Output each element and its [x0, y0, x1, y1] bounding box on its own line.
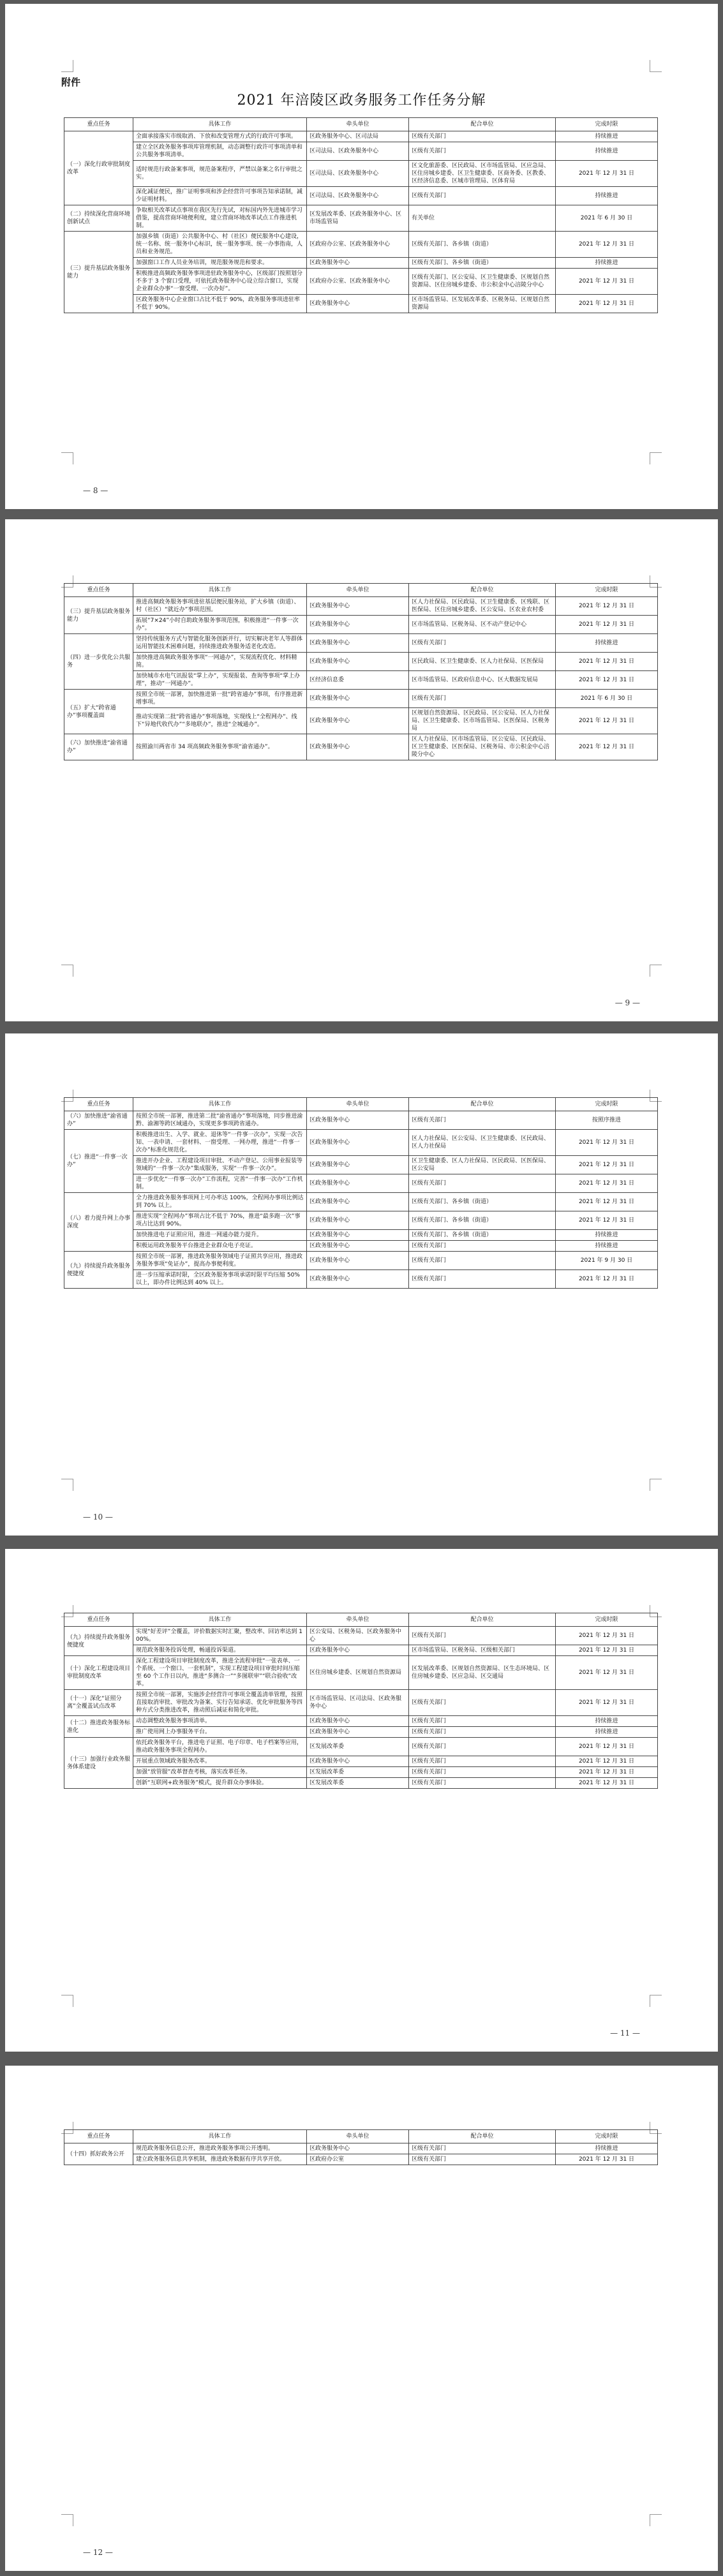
column-header: 牵头单位: [307, 1613, 409, 1627]
coop-unit-cell: 区级有关部门: [409, 1778, 556, 1789]
table-header-row: [64, 1098, 658, 1111]
table-row: [64, 1767, 658, 1778]
work-cell: 推动实现第二批“跨省通办”事项落地，实现线上“全程网办”、线下“异地代收代办”“多地联办”，推进“全城通办”。: [133, 708, 307, 734]
table-row: [64, 1756, 658, 1767]
lead-unit-cell: 区住房城乡建委、区规划自然资源局: [307, 1656, 409, 1690]
work-cell: 按照全市统一部署，实施涉企经营许可事项全覆盖清单管理，按照直接取消审批、审批改为备案、实行告知承诺、优化审批服务等四种方式分类推进改革，推动照后减证和简化审批。: [133, 1690, 307, 1716]
task-cell: （六）加快推进“渝省通办”: [64, 734, 133, 760]
work-cell: 区政务服务中心企业窗口占比不低于 90%，政务服务事项进驻率不低于 90%。: [133, 295, 307, 313]
coop-unit-cell: 区级有关部门: [409, 1727, 556, 1738]
lead-unit-cell: 区政务服务中心: [307, 734, 409, 760]
column-header: 配合单位: [409, 1613, 556, 1627]
lead-unit-cell: 区政务服务中心: [307, 708, 409, 734]
task-cell: （三）提升基层政务服务能力: [64, 232, 133, 313]
work-cell: 按照全市统一部署，推进第二批“渝省通办”事项落地，同步推进渝黔、渝湘等跨区域通办，实现更多事项跨省通办。: [133, 1111, 307, 1130]
work-cell: 动态调整政务服务事项清单。: [133, 1716, 307, 1727]
lead-unit-cell: 区司法局、区政务服务中心: [307, 161, 409, 187]
task-cell: （十）深化工程建设项目审批制度改革: [64, 1656, 133, 1690]
deadline-cell: 2021 年 12 月 31 日: [556, 708, 658, 734]
table-row: [64, 1130, 658, 1156]
table-row: [64, 1211, 658, 1230]
page-number: — 11 —: [610, 2029, 640, 2038]
work-cell: 深化减证便民，推广证明事项和涉企经营许可事项告知承诺制，减少证明材料。: [133, 187, 307, 205]
column-header: 重点任务: [64, 1613, 133, 1627]
deadline-cell: 2021 年 12 月 31 日: [556, 1130, 658, 1156]
crop-mark: [650, 1479, 662, 1491]
coop-unit-cell: 区级有关部门: [409, 690, 556, 708]
page-number: — 9 —: [615, 998, 640, 1007]
table-row: [64, 1645, 658, 1656]
work-cell: 拓展“7×24”小时自助政务服务事项范围，积极推进“一件事一次办”。: [133, 616, 307, 634]
coop-unit-cell: 区级有关部门: [409, 634, 556, 653]
coop-unit-cell: 区级有关部门: [409, 2154, 556, 2165]
work-cell: 深化工程建设项目审批制度改革，推进全流程审批“一张表单、一个系统、一个窗口、一套机制”，实现工程建设项目审批时间压缩至 60 个工作日以内，推进“多测合一”“多图联审”“联合验收”改革。: [133, 1656, 307, 1690]
lead-unit-cell: 区政务服务中心: [307, 634, 409, 653]
table-row: [64, 1716, 658, 1727]
lead-unit-cell: 区政务服务中心: [307, 616, 409, 634]
coop-unit-cell: 区级有关部门: [409, 1738, 556, 1756]
work-cell: 适时规范行政备案事项，规范备案程序，严禁以备案之名行审批之实。: [133, 161, 307, 187]
deadline-cell: 持续推进: [556, 1241, 658, 1252]
lead-unit-cell: 区政务服务中心: [307, 1241, 409, 1252]
column-header: 完成时限: [556, 584, 658, 597]
work-cell: 全力推进政务服务事项网上可办率达 100%，全程网办事项比例达到 70% 以上。: [133, 1193, 307, 1211]
deadline-cell: 2021 年 12 月 31 日: [556, 1656, 658, 1690]
work-cell: 进一步压缩承诺时限，全区政务服务事项承诺时限平均压缩 50% 以上，即办件比例达到 40% 以上。: [133, 1270, 307, 1289]
deadline-cell: 2021 年 12 月 31 日: [556, 1778, 658, 1789]
work-cell: 积极推进高频政务服务事项进驻政务服务中心，区级部门按照划分不多于 3 个窗口受理，可依托政务服务中心设立综合窗口，实现企业群众办事“一窗受理、一次办好”。: [133, 269, 307, 295]
table-row: [64, 295, 658, 313]
crop-mark: [61, 965, 73, 977]
deadline-cell: 持续推进: [556, 2143, 658, 2154]
table-row: [64, 671, 658, 690]
column-header: 牵头单位: [307, 118, 409, 131]
coop-unit-cell: 区发展改革委、区规划自然资源局、区生态环境局、区住房城乡建委、区应急局、区交通局: [409, 1656, 556, 1690]
column-header: 完成时限: [556, 1098, 658, 1111]
deadline-cell: 2021 年 12 月 31 日: [556, 1645, 658, 1656]
coop-unit-cell: 区级有关部门、区公安局、区卫生健康委、区规划自然资源局、区住房城乡建委、市公积金中心涪陵分中心: [409, 269, 556, 295]
table-row: [64, 2154, 658, 2165]
deadline-cell: 持续推进: [556, 634, 658, 653]
crop-mark: [650, 452, 662, 464]
deadline-cell: 2021 年 9 月 30 日: [556, 1252, 658, 1270]
lead-unit-cell: 区政府办公室、区政务服务中心: [307, 269, 409, 295]
table-header-row: [64, 584, 658, 597]
deadline-cell: 2021 年 12 月 31 日: [556, 1690, 658, 1716]
lead-unit-cell: 区司法局、区政务服务中心: [307, 142, 409, 161]
crop-mark: [650, 965, 662, 977]
task-cell: （一）深化行政审批制度改革: [64, 131, 133, 205]
deadline-cell: 2021 年 12 月 31 日: [556, 1627, 658, 1645]
deadline-cell: 2021 年 12 月 31 日: [556, 295, 658, 313]
column-header: 具体工作: [133, 118, 307, 131]
lead-unit-cell: 区政府办公室: [307, 2154, 409, 2165]
work-cell: 加快推进电子证照应用，推进一网通办能力提升。: [133, 1230, 307, 1241]
column-header: 完成时限: [556, 118, 658, 131]
work-cell: 坚持传统服务方式与智能化服务创新并行，切实解决老年人等群体运用智能技术困难问题，持续推进政务服务适老化改造。: [133, 634, 307, 653]
lead-unit-cell: 区政务服务中心: [307, 1270, 409, 1289]
deadline-cell: 2021 年 12 月 31 日: [556, 269, 658, 295]
column-header: 具体工作: [133, 2130, 307, 2143]
deadline-cell: 2021 年 12 月 31 日: [556, 597, 658, 616]
document-page: [5, 4, 718, 509]
work-cell: 建立全区政务服务事项库管理机制，动态调整行政许可事项清单和公共服务事项清单。: [133, 142, 307, 161]
deadline-cell: 持续推进: [556, 1230, 658, 1241]
coop-unit-cell: 区级有关部门: [409, 187, 556, 205]
task-cell: （四）进一步优化公共服务: [64, 634, 133, 690]
crop-mark: [61, 1479, 73, 1491]
deadline-cell: 2021 年 12 月 31 日: [556, 616, 658, 634]
lead-unit-cell: 区政务服务中心: [307, 1111, 409, 1130]
deadline-cell: 2021 年 12 月 31 日: [556, 1270, 658, 1289]
deadline-cell: 2021 年 12 月 31 日: [556, 1738, 658, 1756]
table-row: [64, 1193, 658, 1211]
coop-unit-cell: 区级有关部门: [409, 1270, 556, 1289]
coop-unit-cell: 区民政局、区卫生健康委、区人力社保局、区医保局: [409, 653, 556, 671]
table-row: [64, 131, 658, 142]
table-row: [64, 1252, 658, 1270]
task-cell: （九）持续提升政务服务便捷度: [64, 1252, 133, 1289]
table-row: [64, 1111, 658, 1130]
lead-unit-cell: 区政务服务中心: [307, 1645, 409, 1656]
table-row: [64, 597, 658, 616]
coop-unit-cell: 区人力社保局、区市场监管局、区公安局、区民政局、区卫生健康委、区医保局、区税务局、市公积金中心涪陵分中心: [409, 734, 556, 760]
table-row: [64, 634, 658, 653]
page-number: — 10 —: [83, 1513, 113, 1521]
lead-unit-cell: 区政务服务中心: [307, 597, 409, 616]
table-row: [64, 1174, 658, 1193]
deadline-cell: 2021 年 12 月 31 日: [556, 653, 658, 671]
coop-unit-cell: 区级有关部门: [409, 1627, 556, 1645]
table-header-row: [64, 2130, 658, 2143]
coop-unit-cell: 区级有关部门、各乡镇（街道）: [409, 258, 556, 269]
deadline-cell: 2021 年 12 月 31 日: [556, 161, 658, 187]
deadline-cell: 持续推进: [556, 131, 658, 142]
lead-unit-cell: 区政务服务中心: [307, 258, 409, 269]
work-cell: 按照渝川两省市 34 项高频政务服务事项“渝省通办”。: [133, 734, 307, 760]
work-cell: 按照全市统一部署，推进政务服务领域电子证照共享应用，推进政务服务事项“免证办”，提高办事便利度。: [133, 1252, 307, 1270]
lead-unit-cell: 区公安局、区税务局、区政务服务中心: [307, 1627, 409, 1645]
table-row: [64, 1270, 658, 1289]
crop-mark: [650, 60, 662, 72]
column-header: 重点任务: [64, 2130, 133, 2143]
table-row: [64, 142, 658, 161]
crop-mark: [61, 1995, 73, 2007]
lead-unit-cell: 区政务服务中心: [307, 1211, 409, 1230]
task-table: [64, 117, 658, 313]
table-row: [64, 653, 658, 671]
lead-unit-cell: 区政务服务中心、区司法局: [307, 131, 409, 142]
lead-unit-cell: 区发展改革委、区政务服务中心、区市场监管局: [307, 205, 409, 232]
crop-mark: [61, 452, 73, 464]
task-cell: （七）推进“一件事一次办”: [64, 1130, 133, 1193]
work-cell: 加强乡镇（街道）公共服务中心、村（社区）便民服务中心建设，统一名称、统一服务中心标识，统一服务事项、统一办事指南，人员和业务规范。: [133, 232, 307, 258]
work-cell: 规范政务服务投诉处理，畅通投诉渠道。: [133, 1645, 307, 1656]
crop-mark: [61, 2514, 73, 2526]
column-header: 配合单位: [409, 2130, 556, 2143]
work-cell: 全面承接落实市级取消、下放和改变管理方式的行政许可事项。: [133, 131, 307, 142]
coop-unit-cell: 区级有关部门: [409, 2143, 556, 2154]
deadline-cell: 持续推进: [556, 187, 658, 205]
work-cell: 积极推进出生、入学、就业、退休等“一件事一次办”，实现一次告知、一表申请、一套材料、一窗受理、一网办理，推进“一件事一次办”标准化规范化。: [133, 1130, 307, 1156]
lead-unit-cell: 区市场监管局、区司法局、区政务服务中心: [307, 1690, 409, 1716]
work-cell: 推进实现“全程网办”事项占比不低于 70%，推进“最多跑一次”事项占比达到 90%。: [133, 1211, 307, 1230]
work-cell: 推进高频政务服务事项进驻基层便民服务站，扩大乡镇（街道）、村（社区）“就近办”事项范围。: [133, 597, 307, 616]
column-header: 配合单位: [409, 1098, 556, 1111]
column-header: 具体工作: [133, 584, 307, 597]
coop-unit-cell: 有关单位: [409, 205, 556, 232]
work-cell: 积极运用政务服务平台推进企业群众电子亮证。: [133, 1241, 307, 1252]
coop-unit-cell: 区市场监管局、区政府信息中心、区大数据发展局: [409, 671, 556, 690]
table-row: [64, 258, 658, 269]
lead-unit-cell: 区政府办公室、区政务服务中心: [307, 232, 409, 258]
deadline-cell: 2021 年 12 月 31 日: [556, 232, 658, 258]
deadline-cell: 2021 年 12 月 31 日: [556, 1756, 658, 1767]
crop-mark: [650, 2514, 662, 2526]
coop-unit-cell: 区级有关部门、各乡镇（街道）: [409, 1230, 556, 1241]
coop-unit-cell: 区级有关部门: [409, 1252, 556, 1270]
coop-unit-cell: 区规划自然资源局、区民政局、区公安局、区人力社保局、区卫生健康委、区市场监管局、区医保局、区税务局: [409, 708, 556, 734]
coop-unit-cell: 区级有关部门: [409, 1111, 556, 1130]
deadline-cell: 持续推进: [556, 142, 658, 161]
coop-unit-cell: 区级有关部门、各乡镇（街道）: [409, 1211, 556, 1230]
deadline-cell: 持续推进: [556, 258, 658, 269]
attachment-label: 附件: [61, 77, 81, 88]
deadline-cell: 2021 年 12 月 31 日: [556, 1767, 658, 1778]
deadline-cell: 2021 年 12 月 31 日: [556, 1156, 658, 1174]
lead-unit-cell: 区发展改革委: [307, 1767, 409, 1778]
document-page: [5, 2066, 718, 2571]
deadline-cell: 持续推进: [556, 1727, 658, 1738]
coop-unit-cell: 区级有关部门: [409, 1767, 556, 1778]
lead-unit-cell: 区政务服务中心: [307, 1716, 409, 1727]
lead-unit-cell: 区政务服务中心: [307, 2143, 409, 2154]
table-row: [64, 708, 658, 734]
deadline-cell: 持续推进: [556, 1716, 658, 1727]
coop-unit-cell: 区级有关部门、各乡镇（街道）: [409, 232, 556, 258]
deadline-cell: 2021 年 12 月 31 日: [556, 1211, 658, 1230]
column-header: 牵头单位: [307, 1098, 409, 1111]
work-cell: 加快推进高频政务服务事项“一网通办”，实现流程优化、材料精简。: [133, 653, 307, 671]
table-row: [64, 1656, 658, 1690]
column-header: 配合单位: [409, 118, 556, 131]
column-header: 重点任务: [64, 584, 133, 597]
task-cell: （五）扩大“跨省通办”事项覆盖面: [64, 690, 133, 734]
table-row: [64, 232, 658, 258]
lead-unit-cell: 区政务服务中心: [307, 1252, 409, 1270]
lead-unit-cell: 区发展改革委: [307, 1738, 409, 1756]
table-row: [64, 690, 658, 708]
table-row: [64, 269, 658, 295]
task-cell: （二）持续深化营商环境创新试点: [64, 205, 133, 232]
task-cell: （十一）深化“证照分离”全覆盖试点改革: [64, 1690, 133, 1716]
deadline-cell: 2021 年 12 月 31 日: [556, 734, 658, 760]
work-cell: 开展重点领域政务服务改革。: [133, 1756, 307, 1767]
table-row: [64, 1627, 658, 1645]
column-header: 配合单位: [409, 584, 556, 597]
lead-unit-cell: 区司法局、区政务服务中心: [307, 187, 409, 205]
task-table: [64, 1613, 658, 1789]
table-row: [64, 1690, 658, 1716]
coop-unit-cell: 区级有关部门: [409, 1241, 556, 1252]
lead-unit-cell: 区政务服务中心: [307, 1193, 409, 1211]
lead-unit-cell: 区政务服务中心: [307, 1756, 409, 1767]
table-row: [64, 734, 658, 760]
task-cell: （十三）加强行业政务服务体系建设: [64, 1738, 133, 1789]
coop-unit-cell: 区市场监管局、区税务局、区不动产登记中心: [409, 616, 556, 634]
lead-unit-cell: 区政务服务中心: [307, 690, 409, 708]
page-number: — 12 —: [83, 2548, 113, 2557]
column-header: 重点任务: [64, 118, 133, 131]
deadline-cell: 2021 年 6 月 30 日: [556, 690, 658, 708]
lead-unit-cell: 区政务服务中心: [307, 1156, 409, 1174]
coop-unit-cell: 区级有关部门: [409, 1716, 556, 1727]
page-number: — 8 —: [83, 486, 108, 495]
work-cell: 争取相关改革试点事项在我区先行先试，对标国内外先进城市学习借鉴，提高营商环境便利度，建立营商环境改革试点工作推进机制。: [133, 205, 307, 232]
coop-unit-cell: 区级有关部门: [409, 1174, 556, 1193]
crop-mark: [650, 1995, 662, 2007]
coop-unit-cell: 区文化旅游委、区民政局、区市场监管局、区应急局、区住房城乡建委、区卫生健康委、区商务委、区教委、区经济信息委、区城市管理局、区体育局: [409, 161, 556, 187]
column-header: 具体工作: [133, 1613, 307, 1627]
table-row: [64, 1156, 658, 1174]
task-table: [64, 2129, 658, 2165]
lead-unit-cell: 区政务服务中心: [307, 653, 409, 671]
coop-unit-cell: 区级有关部门: [409, 1756, 556, 1767]
column-header: 完成时限: [556, 2130, 658, 2143]
table-row: [64, 205, 658, 232]
column-header: 完成时限: [556, 1613, 658, 1627]
work-cell: 建立政务服务信息共享机制，推进政务数据有序共享开放。: [133, 2154, 307, 2165]
table-row: [64, 1727, 658, 1738]
coop-unit-cell: 区人力社保局、区民政局、区卫生健康委、区残联、区医保局、区住房城乡建委、区公安局、区农业农村委: [409, 597, 556, 616]
work-cell: 加强窗口工作人员业务培训，规范服务规范和要求。: [133, 258, 307, 269]
document-title: 2021 年涪陵区政务服务工作任务分解: [237, 93, 486, 108]
coop-unit-cell: 区人力社保局、区公安局、区卫生健康委、区民政局、区人力社保局: [409, 1130, 556, 1156]
coop-unit-cell: 区市场监管局、区税务局、区级相关部门: [409, 1645, 556, 1656]
column-header: 牵头单位: [307, 2130, 409, 2143]
work-cell: 依托政务服务平台，推进电子证照、电子印章、电子档案等应用，推动政务服务事项全程网办。: [133, 1738, 307, 1756]
table-row: [64, 616, 658, 634]
deadline-cell: 2021 年 12 月 31 日: [556, 1174, 658, 1193]
table-row: [64, 1738, 658, 1756]
work-cell: 实现“好差评”全覆盖，评价数据实时汇聚，整改率、回访率达到 100%。: [133, 1627, 307, 1645]
lead-unit-cell: 区政务服务中心: [307, 1130, 409, 1156]
crop-mark: [61, 60, 73, 72]
work-cell: 加快城市水电气讯报装“掌上办”，实现报装、查询等事项“掌上办理”，推动“一网通办”。: [133, 671, 307, 690]
deadline-cell: 2021 年 12 月 31 日: [556, 2154, 658, 2165]
table-row: [64, 187, 658, 205]
table-row: [64, 1230, 658, 1241]
work-cell: 创新“互联网+政务服务”模式，提升群众办事体验。: [133, 1778, 307, 1789]
document-page: [5, 1033, 718, 1536]
lead-unit-cell: 区经济信息委: [307, 671, 409, 690]
coop-unit-cell: 区级有关部门: [409, 1690, 556, 1716]
task-cell: （十二）推进政务服务标准化: [64, 1716, 133, 1738]
lead-unit-cell: 区政务服务中心: [307, 1230, 409, 1241]
work-cell: 推进开办企业、工程建设项目审批、不动产登记、公用事业报装等领域的“一件事一次办”集成服务，实现“一件事一次办”。: [133, 1156, 307, 1174]
coop-unit-cell: 区级有关部门: [409, 142, 556, 161]
table-header-row: [64, 118, 658, 131]
task-cell: （九）持续提升政务服务便捷度: [64, 1627, 133, 1656]
coop-unit-cell: 区卫生健康委、区人力社保局、区民政局、区医保局、区公安局: [409, 1156, 556, 1174]
lead-unit-cell: 区政务服务中心: [307, 295, 409, 313]
task-table: [64, 583, 658, 760]
column-header: 具体工作: [133, 1098, 307, 1111]
document-page: [5, 1549, 718, 2052]
document-page: [5, 519, 718, 1021]
lead-unit-cell: 区政务服务中心: [307, 1727, 409, 1738]
table-row: [64, 161, 658, 187]
task-table: [64, 1097, 658, 1289]
deadline-cell: 2021 年 6 月 30 日: [556, 205, 658, 232]
work-cell: 加强“放管服”改革督查考核，落实改革任务。: [133, 1767, 307, 1778]
lead-unit-cell: 区发展改革委: [307, 1778, 409, 1789]
coop-unit-cell: 区市场监管局、区发展改革委、区税务局、区规划自然资源局: [409, 295, 556, 313]
task-cell: （八）着力提升网上办事深度: [64, 1193, 133, 1252]
column-header: 重点任务: [64, 1098, 133, 1111]
coop-unit-cell: 区级有关部门、各乡镇（街道）: [409, 1193, 556, 1211]
table-row: [64, 1778, 658, 1789]
table-header-row: [64, 1613, 658, 1627]
column-header: 牵头单位: [307, 584, 409, 597]
table-row: [64, 1241, 658, 1252]
coop-unit-cell: 区级有关部门: [409, 131, 556, 142]
work-cell: 推广使用网上办事服务平台。: [133, 1727, 307, 1738]
deadline-cell: 按照序推进: [556, 1111, 658, 1130]
task-cell: （十四）抓好政务公开: [64, 2143, 133, 2165]
work-cell: 进一步优化“一件事一次办”工作流程，完善“一件事一次办”工作机制。: [133, 1174, 307, 1193]
work-cell: 按照全市统一部署，加快推进第一批“跨省通办”事项，有序推进新增事项。: [133, 690, 307, 708]
work-cell: 规范政务服务信息公开，推进政务服务事项公开透明。: [133, 2143, 307, 2154]
deadline-cell: 2021 年 12 月 31 日: [556, 671, 658, 690]
deadline-cell: 2021 年 12 月 31 日: [556, 1193, 658, 1211]
task-cell: （六）加快推进“渝省通办”: [64, 1111, 133, 1130]
lead-unit-cell: 区政务服务中心: [307, 1174, 409, 1193]
table-row: [64, 2143, 658, 2154]
task-cell: （三）提升基层政务服务能力: [64, 597, 133, 634]
